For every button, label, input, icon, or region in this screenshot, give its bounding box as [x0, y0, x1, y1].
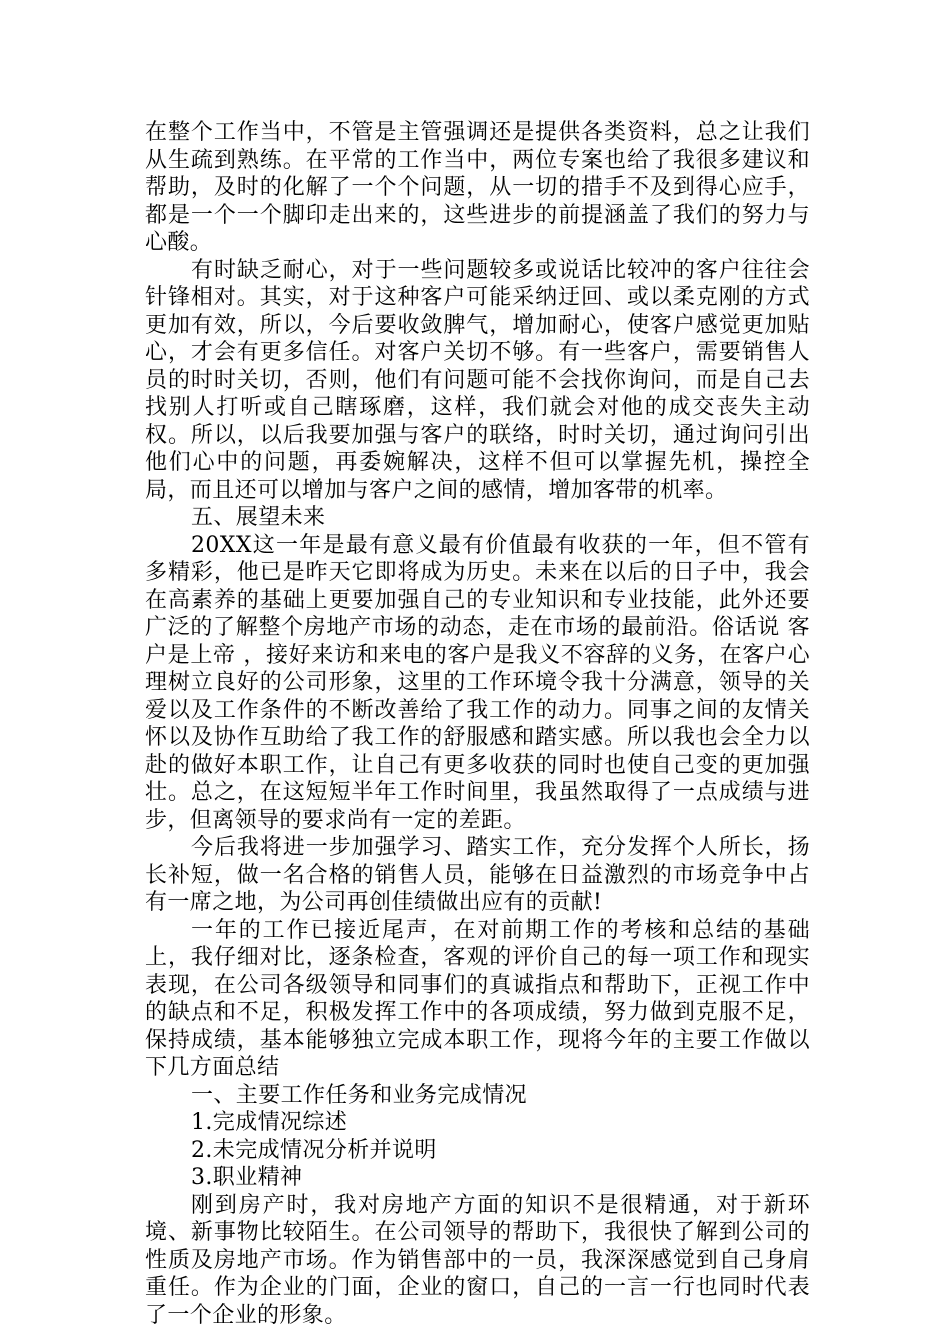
- list-item-3: 3.职业精神: [191, 1165, 303, 1190]
- list-item-1: 1.完成情况综述: [191, 1110, 348, 1135]
- section-heading-outlook: 五、展望未来: [191, 505, 326, 530]
- paragraph-4: 20XX这一年是最有意义最有价值最有收获的一年，但不管有多精彩，他已是昨天它即将成为历史。未来在以后的日子中，我会在高素养的基础上更要加强自己的专业知识和专业技能，此外还要广泛的了解整个房地产市场的动态，走在市场的最前沿。俗话说 客户是上帝 ，接好来访和来电的客户是我义不容辞的义务，在客户心理树立良好的公司形象，这里的工作环境令我十分满意，领导的关爱以及工作条件的不断改善给了我工作的动力。同事之间的友情关怀以及协作互助给了我工作的舒服感和踏实感。所以我也会全力以赴的做好本职工作，让自己有更多收获的同时也使自己变的更加强壮。总之，在这短短半年工作时间里，我虽然取得了一点成绩与进步，但离领导的要求尚有一定的差距。: [145, 532, 810, 833]
- section-heading-main-tasks: 一、主要工作任务和业务完成情况: [191, 1082, 528, 1108]
- paragraph-5: 今后我将进一步加强学习、踏实工作，充分发挥个人所长，扬长补短，做一名合格的销售人员，能够在日益激烈的市场竞争中占有一席之地，为公司再创佳绩做出应有的贡献!: [145, 835, 810, 915]
- paragraph-11: 刚到房产时，我对房地产方面的知识不是很精通，对于新环境、新事物比较陌生。在公司领导的帮助下，我很快了解到公司的性质及房地产市场。作为销售部中的一员，我深深感觉到自己身肩重任。作为企业的门面，企业的窗口，自己的一言一行也同时代表了一个企业的形象。: [145, 1192, 810, 1328]
- list-item-2: 2.未完成情况分析并说明: [191, 1137, 437, 1163]
- document-body: [145, 119, 810, 1329]
- paragraph-2: 有时缺乏耐心，对于一些问题较多或说话比较冲的客户往往会针锋相对。其实，对于这种客户可能采纳迂回、或以柔克刚的方式更加有效，所以，今后要收敛脾气，增加耐心，使客户感觉更加贴心，才会有更多信任。对客户关切不够。有一些客户，需要销售人员的时时关切，否则，他们有问题可能不会找你询问，而是自己去找别人打听或自己瞎琢磨，这样，我们就会对他的成交丧失主动权。所以，以后我要加强与客户的联络，时时关切，通过询问引出他们心中的问题，再委婉解决，这样不但可以掌握先机，操控全局，而且还可以增加与客户之间的感情，增加客带的机率。: [145, 257, 810, 503]
- paragraph-6: 一年的工作已接近尾声，在对前期工作的考核和总结的基础上，我仔细对比，逐条检查，客观的评价自己的每一项工作和现实表现，在公司各级领导和同事们的真诚指点和帮助下，正视工作中的缺点和不足，积极发挥工作中的各项成绩，努力做到克服不足，保持成绩，基本能够独立完成本职工作，现将今年的主要工作做以下几方面总结: [145, 917, 810, 1080]
- paragraph-1: 在整个工作当中，不管是主管强调还是提供各类资料，总之让我们从生疏到熟练。在平常的工作当中，两位专案也给了我很多建议和帮助，及时的化解了一个个问题，从一切的措手不及到得心应手，都是一个一个脚印走出来的，这些进步的前提涵盖了我们的努力与心酸。: [145, 120, 810, 255]
